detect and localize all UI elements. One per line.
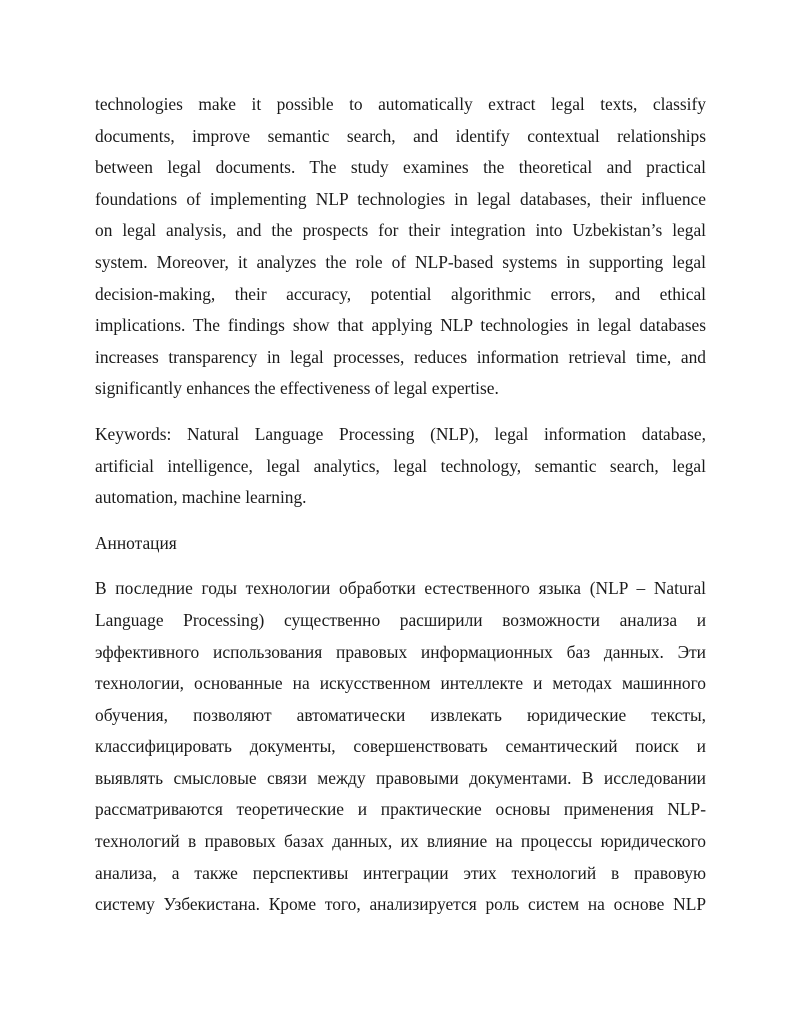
- abstract-russian: [95, 573, 706, 921]
- keywords-english: [95, 419, 706, 514]
- abstract-en-line: system. Moreover, it analyzes the role of NLP-based systems in supporting legal: [95, 251, 706, 272]
- abstract-en-line: decision-making, their accuracy, potential algorithmic errors, and ethical: [95, 283, 706, 304]
- annotation-heading: Аннотация: [95, 532, 177, 553]
- abstract-ru-line: Language Processing) существенно расширили возможности анализа и: [95, 609, 706, 630]
- abstract-en-line: between legal documents. The study examines the theoretical and practical: [95, 157, 706, 178]
- abstract-ru-line: В последние годы технологии обработки естественного языка (NLP – Natural: [95, 578, 706, 599]
- keywords-line: automation, machine learning.: [95, 487, 307, 508]
- abstract-ru-line: выявлять смысловые связи между правовыми документами. В исследовании: [95, 767, 706, 788]
- abstract-ru-line: классифицировать документы, совершенствовать семантический поиск и: [95, 736, 706, 757]
- abstract-en-line: on legal analysis, and the prospects for their integration into Uzbekistan’s legal: [95, 220, 706, 241]
- abstract-en-line: foundations of implementing NLP technologies in legal databases, their influence: [95, 188, 706, 209]
- abstract-ru-line: анализа, а также перспективы интеграции этих технологий в правовую: [95, 862, 706, 883]
- abstract-ru-line: технологии, основанные на искусственном интеллекте и методах машинного: [95, 673, 706, 694]
- abstract-english: [95, 89, 706, 405]
- keywords-line: artificial intelligence, legal analytics, legal technology, semantic search, legal: [95, 455, 706, 476]
- abstract-en-line: significantly enhances the effectiveness of legal expertise.: [95, 378, 499, 399]
- abstract-en-line: documents, improve semantic search, and identify contextual relationships: [95, 125, 706, 146]
- abstract-ru-line: рассматриваются теоретические и практические основы применения NLP-: [95, 799, 706, 820]
- abstract-ru-line: систему Узбекистана. Кроме того, анализируется роль систем на основе NLP: [95, 894, 706, 915]
- document-page: [95, 89, 706, 921]
- abstract-ru-line: обучения, позволяют автоматически извлекать юридические тексты,: [95, 704, 706, 725]
- keywords-line: Keywords: Natural Language Processing (NLP), legal information database,: [95, 423, 706, 444]
- abstract-ru-line: технологий в правовых базах данных, их влияние на процессы юридического: [95, 831, 706, 852]
- abstract-ru-line: эффективного использования правовых информационных баз данных. Эти: [95, 641, 706, 662]
- abstract-en-line: technologies make it possible to automatically extract legal texts, classify: [95, 94, 706, 114]
- abstract-en-line: increases transparency in legal processes, reduces information retrieval time, and: [95, 346, 706, 367]
- abstract-en-line: implications. The findings show that applying NLP technologies in legal databases: [95, 315, 706, 336]
